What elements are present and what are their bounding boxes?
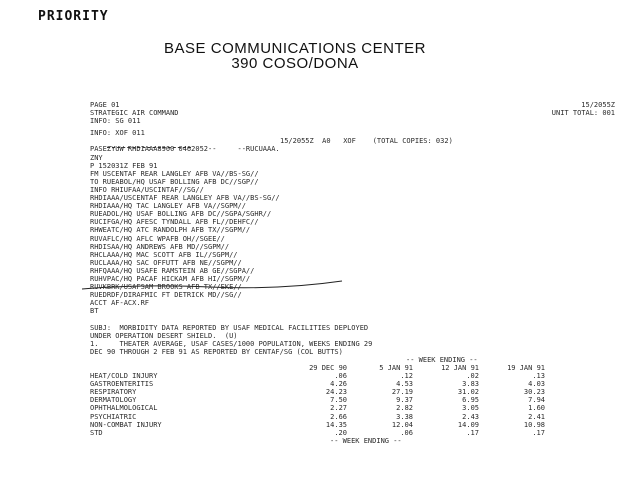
routing-line: RHDIAAA/HQ TAC LANGLEY AFB VA//SGPM// bbox=[90, 202, 246, 211]
routing-line: RHDISAA/HQ ANDREWS AFB MD//SGPM// bbox=[90, 242, 230, 251]
routing-line: RHFQAAA/HQ USAFE RAMSTEIN AB GE//SGPA// bbox=[90, 266, 255, 275]
spacer bbox=[90, 315, 625, 323]
subject-line: DEC 90 THROUGH 2 FEB 91 AS REPORTED BY CENTAF/SG (COL BUTTS) bbox=[90, 347, 343, 356]
table-cell: 4.53 bbox=[396, 380, 413, 389]
table-cell: 4.26 bbox=[330, 380, 347, 389]
table-cell: 3.83 bbox=[462, 380, 479, 389]
table-cell: 27.19 bbox=[391, 388, 413, 397]
routing-line: INFO RHIUFAA/USCINTAF//SG// bbox=[90, 185, 204, 194]
routing-info: INFO: XOF 011 bbox=[90, 129, 145, 138]
routing-line: RUCIFGA/HQ AFESC TYNDALL AFB FL//DEHFC// bbox=[90, 218, 259, 227]
routing-line: ZNY bbox=[90, 153, 103, 162]
subject-line: 1. THEATER AVERAGE, USAF CASES/1000 POPULATION, WEEKS ENDING 29 bbox=[90, 339, 373, 348]
table-cell: 2.66 bbox=[330, 412, 347, 421]
subject-block bbox=[90, 324, 625, 356]
week-ending-footer: -- WEEK ENDING -- bbox=[330, 436, 402, 445]
routing-line: P 152031Z FEB 91 bbox=[90, 161, 158, 170]
row-label: RESPIRATORY bbox=[90, 388, 137, 397]
table-row bbox=[90, 421, 625, 429]
table-rows bbox=[90, 372, 625, 437]
routing-line: TO RUEABOL/HQ USAF BOLLING AFB DC//SGP// bbox=[90, 177, 259, 186]
table-cell: 30.23 bbox=[523, 388, 545, 397]
table-cell: .06 bbox=[400, 428, 413, 437]
table-cell: .20 bbox=[334, 428, 347, 437]
table-row bbox=[90, 396, 625, 404]
unit-total: UNIT TOTAL: 001 bbox=[551, 109, 615, 118]
row-label: HEAT/COLD INJURY bbox=[90, 372, 158, 381]
table-cell: .06 bbox=[334, 372, 347, 381]
routing-line: FM USCENTAF REAR LANGLEY AFB VA//BS-SG// bbox=[90, 169, 259, 178]
table-cell: 2.41 bbox=[528, 412, 545, 421]
row-label: NON-COMBAT INJURY bbox=[90, 420, 162, 429]
table-cell: .13 bbox=[532, 372, 545, 381]
row-label: GASTROENTERITIS bbox=[90, 380, 154, 389]
table-cell: .17 bbox=[532, 428, 545, 437]
table-cell: 2.27 bbox=[330, 404, 347, 413]
table-row bbox=[90, 388, 625, 396]
table-row bbox=[90, 413, 625, 421]
table-row bbox=[90, 372, 625, 380]
table-cell: 12.04 bbox=[391, 420, 413, 429]
command-line bbox=[90, 109, 625, 117]
page-line bbox=[90, 101, 625, 109]
table-cell: 24.23 bbox=[325, 388, 347, 397]
routing-lines bbox=[90, 145, 625, 315]
priority-stamp: PRIORITY bbox=[38, 9, 109, 24]
header-title: BASE COMMUNICATIONS CENTER bbox=[164, 40, 426, 57]
routing-line: BT bbox=[90, 307, 99, 316]
table-cell: 3.05 bbox=[462, 404, 479, 413]
table-cell: 2.82 bbox=[396, 404, 413, 413]
subject-line: UNDER OPERATION DESERT SHIELD. (U) bbox=[90, 331, 238, 340]
table-cell: .12 bbox=[400, 372, 413, 381]
row-label: OPHTHALMOLOGICAL bbox=[90, 404, 158, 413]
column-header: 29 DEC 90 bbox=[309, 364, 347, 372]
table-cell: 6.95 bbox=[462, 396, 479, 405]
column-header: 19 JAN 91 bbox=[507, 364, 545, 372]
row-label: PSYCHIATRIC bbox=[90, 412, 137, 421]
routing-line: RHWEATC/HQ ATC RANDOLPH AFB TX//SGPM// bbox=[90, 226, 251, 235]
table-cell: 7.50 bbox=[330, 396, 347, 405]
week-ending-header bbox=[90, 356, 625, 364]
dtg-right: 15/2055Z bbox=[581, 101, 615, 109]
table-cell: 2.43 bbox=[462, 412, 479, 421]
routing-line: RUEDRDF/DIRAFMIC FT DETRICK MD//SG// bbox=[90, 291, 242, 300]
routing-line: RUVKBRK/USAFSAM BROOKS AFB TX//EKE// bbox=[90, 283, 242, 292]
page-number: PAGE 01 bbox=[90, 101, 120, 109]
header-subtitle: 390 COSO/DONA bbox=[231, 55, 359, 72]
column-header: 5 JAN 91 bbox=[379, 364, 413, 372]
routing-line: PASEZYUW RHDIAAA8900 0462052-- --RUCUAAA. bbox=[90, 145, 280, 154]
table-cell: .02 bbox=[466, 372, 479, 381]
table-cell: 9.37 bbox=[396, 396, 413, 405]
row-label: STD bbox=[90, 428, 103, 437]
routing-line: RUEADOL/HQ USAF BOLLING AFB DC//SGPA/SGHR// bbox=[90, 210, 272, 219]
subject-line: SUBJ: MORBIDITY DATA REPORTED BY USAF MEDICAL FACILITIES DEPLOYED bbox=[90, 323, 369, 332]
routing-line: RUCLAAA/HQ SAC OFFUTT AFB NE//SGPM// bbox=[90, 258, 242, 267]
table-cell: 14.09 bbox=[457, 420, 479, 429]
routing-dtg: 15/2055Z A0 XOF (TOTAL COPIES: 032) bbox=[280, 137, 453, 146]
routing-line: ACCT AF-ACX.RF bbox=[90, 299, 150, 308]
table-cell: 4.03 bbox=[528, 380, 545, 389]
column-header: 12 JAN 91 bbox=[441, 364, 479, 372]
table-row bbox=[90, 380, 625, 388]
table-cell: 31.02 bbox=[457, 388, 479, 397]
table-cell: 14.35 bbox=[325, 420, 347, 429]
table-cell: 1.60 bbox=[528, 404, 545, 413]
routing-line: RHCLAAA/HQ MAC SCOTT AFB IL//SGPM// bbox=[90, 250, 238, 259]
message-body bbox=[90, 101, 625, 445]
table-cell: 7.94 bbox=[528, 396, 545, 405]
info-top: INFO: SG 011 bbox=[90, 117, 141, 126]
morbidity-table bbox=[90, 356, 625, 445]
table-cell: 10.98 bbox=[523, 420, 545, 429]
row-label: DERMATOLOGY bbox=[90, 396, 137, 405]
week-ending-label: -- WEEK ENDING -- bbox=[406, 355, 478, 364]
routing-line: RHDIAAA/USCENTAF REAR LANGLEY AFB VA//BS-SG// bbox=[90, 194, 280, 203]
command-name: STRATEGIC AIR COMMAND bbox=[90, 109, 179, 118]
routing-line: RUHVPAC/HQ PACAF HICKAM AFB HI//SGPM// bbox=[90, 274, 251, 283]
routing-line: RUVAFLC/HQ AFLC WPAFB OH//SGEE// bbox=[90, 234, 225, 243]
table-cell: .17 bbox=[466, 428, 479, 437]
table-header-row bbox=[90, 364, 625, 372]
table-row bbox=[90, 429, 625, 437]
table-cell: 3.38 bbox=[396, 412, 413, 421]
table-row bbox=[90, 404, 625, 412]
